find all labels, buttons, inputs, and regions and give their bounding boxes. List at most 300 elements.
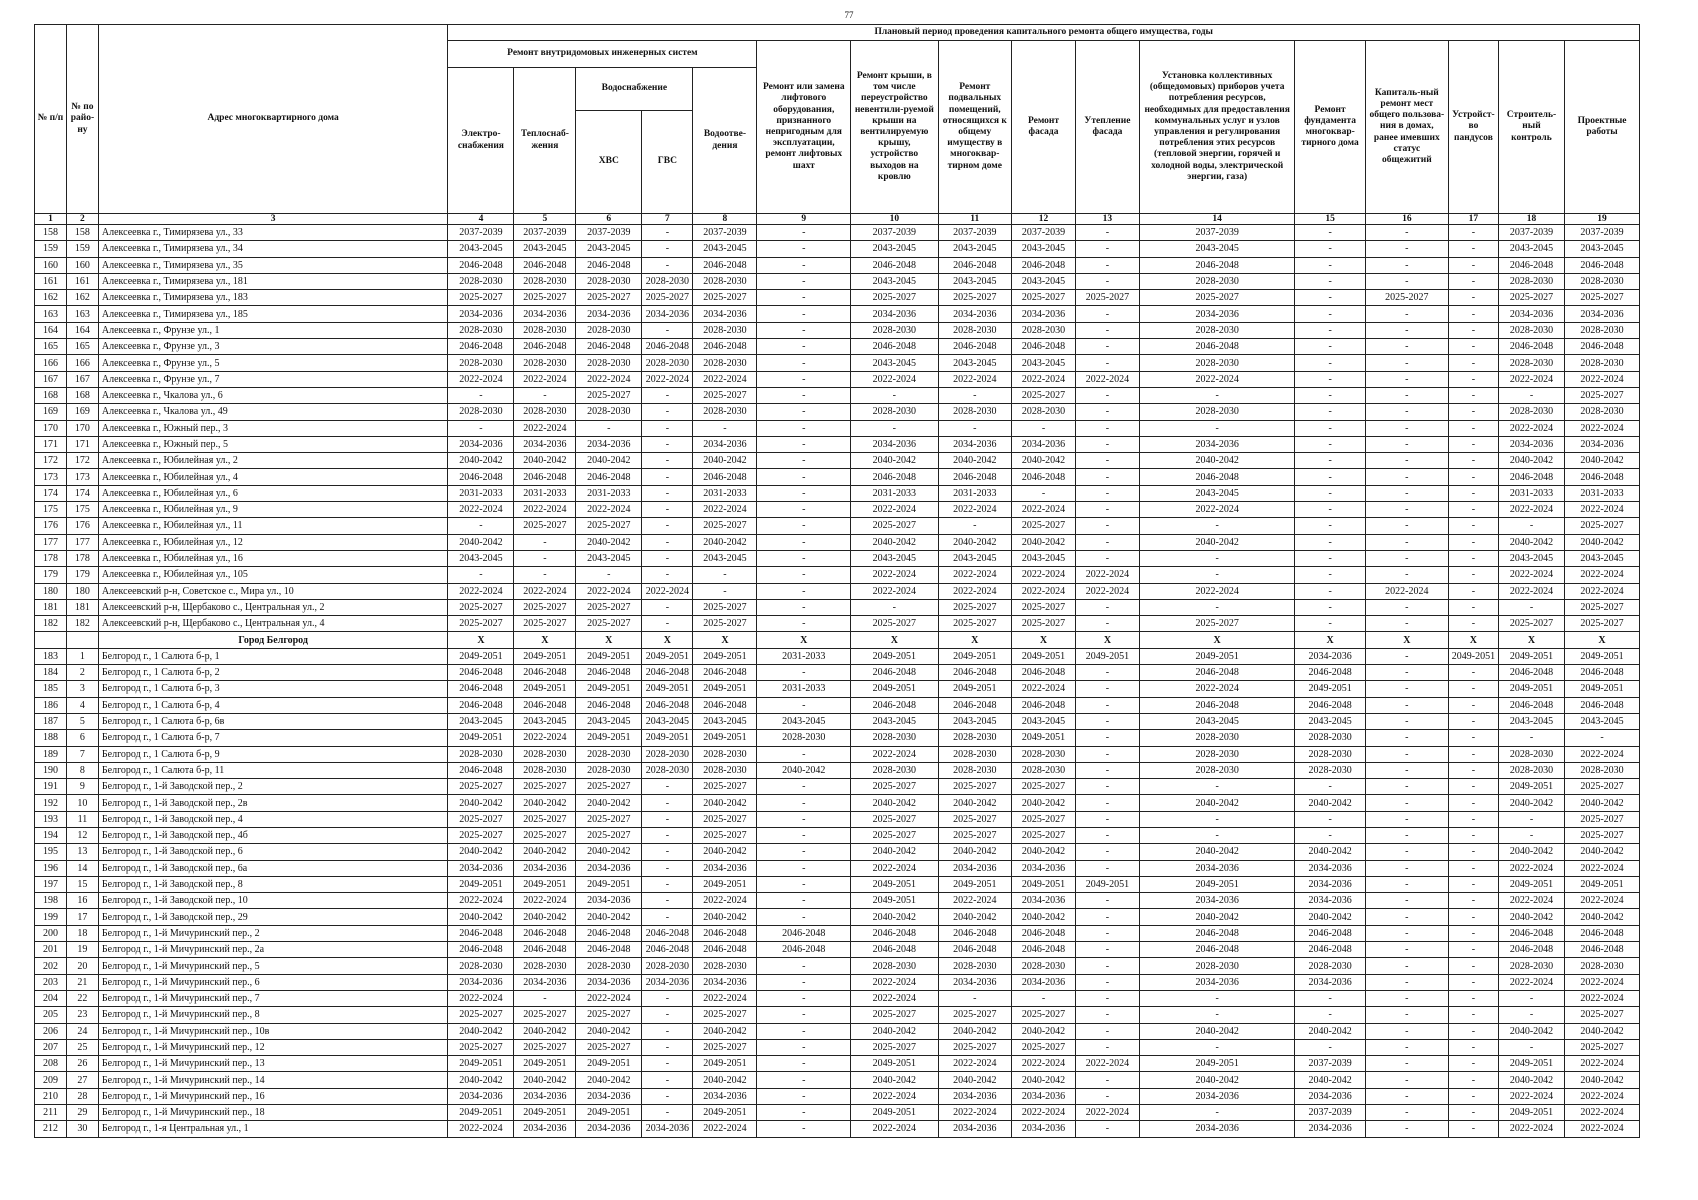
period-cell: 2049-2051 <box>693 1056 757 1072</box>
period-cell: 2025-2027 <box>448 1007 514 1023</box>
period-cell: - <box>1365 355 1448 371</box>
period-cell: 2022-2024 <box>938 1056 1012 1072</box>
period-cell: 2043-2045 <box>851 273 938 289</box>
period-cell: 2040-2042 <box>693 844 757 860</box>
address-cell: Алексеевка г., Чкалова ул., 6 <box>98 387 448 403</box>
row-number-cell: 17 <box>66 909 98 925</box>
row-number-cell: 173 <box>66 469 98 485</box>
row-number-cell: 160 <box>35 257 67 273</box>
period-cell: 2025-2027 <box>1565 779 1640 795</box>
column-number: 19 <box>1565 214 1640 225</box>
period-cell: - <box>1075 779 1139 795</box>
period-cell: 2022-2024 <box>1565 1088 1640 1104</box>
period-cell: 2028-2030 <box>1139 322 1295 338</box>
period-cell: - <box>1365 616 1448 632</box>
period-cell: - <box>757 355 851 371</box>
address-cell: Белгород г., 1-й Мичуринский пер., 16 <box>98 1088 448 1104</box>
period-cell: - <box>1448 779 1498 795</box>
table-row <box>35 502 1640 518</box>
period-cell: 2034-2036 <box>1012 306 1076 322</box>
table-row <box>35 518 1640 534</box>
period-cell: 2040-2042 <box>1498 534 1564 550</box>
period-cell: 2046-2048 <box>1139 665 1295 681</box>
address-cell: Алексеевка г., Юбилейная ул., 16 <box>98 550 448 566</box>
period-cell: - <box>1295 436 1365 452</box>
row-number-cell: 14 <box>66 860 98 876</box>
period-cell: 2046-2048 <box>1139 942 1295 958</box>
period-cell: - <box>1295 420 1365 436</box>
address-cell: Алексеевка г., Тимирязева ул., 33 <box>98 225 448 241</box>
period-cell: 2025-2027 <box>1565 827 1640 843</box>
period-cell: - <box>1075 420 1139 436</box>
period-cell: - <box>1365 1023 1448 1039</box>
column-number: 3 <box>98 214 448 225</box>
period-cell: 2049-2051 <box>1565 876 1640 892</box>
column-number: 8 <box>693 214 757 225</box>
period-cell: 2049-2051 <box>514 876 576 892</box>
period-cell: 2022-2024 <box>1498 1088 1564 1104</box>
period-cell: - <box>642 436 693 452</box>
table-row <box>35 387 1640 403</box>
period-cell: - <box>757 1007 851 1023</box>
table-row <box>35 681 1640 697</box>
period-cell: - <box>642 387 693 403</box>
row-number-cell: 193 <box>35 811 67 827</box>
address-cell: Белгород г., 1-й Заводской пер., 2 <box>98 779 448 795</box>
period-cell: - <box>642 567 693 583</box>
period-cell: 2043-2045 <box>514 241 576 257</box>
period-cell: 2046-2048 <box>757 942 851 958</box>
period-cell: 2028-2030 <box>1565 958 1640 974</box>
table-row <box>35 893 1640 909</box>
column-number: 1 <box>35 214 67 225</box>
period-cell: 2040-2042 <box>514 795 576 811</box>
period-cell: - <box>448 518 514 534</box>
period-cell: 2046-2048 <box>576 697 642 713</box>
table-row <box>35 811 1640 827</box>
row-number-cell: 194 <box>35 827 67 843</box>
period-cell: 2028-2030 <box>1565 322 1640 338</box>
period-cell: 2034-2036 <box>576 1121 642 1137</box>
period-cell: 2040-2042 <box>1295 1072 1365 1088</box>
period-cell: 2022-2024 <box>642 583 693 599</box>
period-cell: 2028-2030 <box>1498 762 1564 778</box>
period-cell: 2040-2042 <box>1139 453 1295 469</box>
period-cell: - <box>757 502 851 518</box>
period-cell: 2028-2030 <box>576 958 642 974</box>
period-cell: 2037-2039 <box>448 225 514 241</box>
capital-repair-schedule-table <box>34 24 1640 1138</box>
period-cell: 2034-2036 <box>1295 648 1365 664</box>
x-mark: X <box>1012 632 1076 648</box>
period-cell: 2025-2027 <box>576 827 642 843</box>
table-row <box>35 290 1640 306</box>
period-cell: 2025-2027 <box>576 1007 642 1023</box>
row-number-cell: 195 <box>35 844 67 860</box>
address-cell: Белгород г., 1-й Мичуринский пер., 8 <box>98 1007 448 1023</box>
period-cell: 2046-2048 <box>1565 257 1640 273</box>
row-number-cell: 182 <box>66 616 98 632</box>
period-cell: - <box>1365 860 1448 876</box>
row-number-cell: 178 <box>35 550 67 566</box>
row-number-cell: 162 <box>35 290 67 306</box>
period-cell: 2049-2051 <box>514 648 576 664</box>
x-mark: X <box>851 632 938 648</box>
period-cell: - <box>757 583 851 599</box>
period-cell: 2025-2027 <box>693 599 757 615</box>
row-number-cell: 25 <box>66 1039 98 1055</box>
period-cell: 2022-2024 <box>851 371 938 387</box>
period-cell: - <box>1295 306 1365 322</box>
period-cell: 2034-2036 <box>448 436 514 452</box>
period-cell: 2046-2048 <box>851 925 938 941</box>
period-cell: 2025-2027 <box>448 1039 514 1055</box>
table-row <box>35 746 1640 762</box>
period-cell: 2022-2024 <box>1075 567 1139 583</box>
period-cell: 2022-2024 <box>1139 583 1295 599</box>
period-cell: 2034-2036 <box>851 306 938 322</box>
period-cell: 2022-2024 <box>642 371 693 387</box>
period-cell: 2025-2027 <box>851 811 938 827</box>
period-cell: 2028-2030 <box>1498 355 1564 371</box>
period-cell: 2028-2030 <box>938 762 1012 778</box>
period-cell: 2049-2051 <box>448 648 514 664</box>
period-cell: - <box>1448 681 1498 697</box>
period-cell: 2046-2048 <box>1295 925 1365 941</box>
period-cell: - <box>1448 1023 1498 1039</box>
period-cell: 2025-2027 <box>576 779 642 795</box>
period-cell: 2049-2051 <box>938 681 1012 697</box>
period-cell: - <box>514 990 576 1006</box>
period-cell: - <box>1075 681 1139 697</box>
period-cell: - <box>1295 550 1365 566</box>
period-cell: 2040-2042 <box>1565 844 1640 860</box>
col-meters-header: Установка коллективных (общедомовых) приборов учета потребления ресурсов, необходимых для предоставления коммунальных услуг и узлов управления и регулирования потребления этих ресурсов (тепловой энергии, горячей и холодной воды, электрической энергии, газа) <box>1139 41 1295 214</box>
period-cell: - <box>576 420 642 436</box>
period-cell: - <box>1075 942 1139 958</box>
period-cell: 2028-2030 <box>851 322 938 338</box>
period-cell: - <box>1448 485 1498 501</box>
period-cell: 2022-2024 <box>938 583 1012 599</box>
row-number-cell: 179 <box>66 567 98 583</box>
row-number-cell: 4 <box>66 697 98 713</box>
city-section-row <box>35 632 1640 648</box>
address-cell: Алексеевский р-н, Щербаково с., Центральная ул., 2 <box>98 599 448 615</box>
address-cell: Алексеевка г., Фрунзе ул., 1 <box>98 322 448 338</box>
period-cell: - <box>1295 290 1365 306</box>
period-cell: 2034-2036 <box>938 860 1012 876</box>
address-cell: Белгород г., 1-й Заводской пер., 6а <box>98 860 448 876</box>
period-cell: 2025-2027 <box>693 811 757 827</box>
period-cell: - <box>1075 860 1139 876</box>
row-number-cell: 28 <box>66 1088 98 1104</box>
city-name: Город Белгород <box>98 632 448 648</box>
row-number-cell: 165 <box>35 339 67 355</box>
period-cell: 2034-2036 <box>448 1088 514 1104</box>
period-cell: 2028-2030 <box>1498 404 1564 420</box>
period-cell: - <box>1075 241 1139 257</box>
period-cell: 2049-2051 <box>851 876 938 892</box>
period-cell: - <box>1075 893 1139 909</box>
table-row <box>35 420 1640 436</box>
period-cell: 2037-2039 <box>514 225 576 241</box>
address-cell: Алексеевка г., Юбилейная ул., 12 <box>98 534 448 550</box>
period-cell: 2040-2042 <box>851 1023 938 1039</box>
period-cell: - <box>1448 257 1498 273</box>
period-cell: 2049-2051 <box>642 648 693 664</box>
period-cell: 2043-2045 <box>576 713 642 729</box>
address-cell: Алексеевка г., Тимирязева ул., 181 <box>98 273 448 289</box>
address-cell: Белгород г., 1 Салюта б-р, 1 <box>98 648 448 664</box>
period-cell: 2028-2030 <box>1498 273 1564 289</box>
period-cell: 2046-2048 <box>448 762 514 778</box>
period-cell: - <box>1365 371 1448 387</box>
row-number-cell: 178 <box>66 550 98 566</box>
period-cell: 2049-2051 <box>514 681 576 697</box>
period-cell: - <box>1365 779 1448 795</box>
period-cell: 2022-2024 <box>514 502 576 518</box>
period-cell: - <box>1365 273 1448 289</box>
period-cell: - <box>1139 567 1295 583</box>
table-row <box>35 534 1640 550</box>
period-cell: 2025-2027 <box>693 1039 757 1055</box>
period-cell: 2049-2051 <box>1498 876 1564 892</box>
period-cell: - <box>757 550 851 566</box>
period-cell: - <box>757 339 851 355</box>
period-cell: 2028-2030 <box>1012 322 1076 338</box>
period-cell: 2046-2048 <box>448 681 514 697</box>
period-cell: - <box>1075 502 1139 518</box>
period-cell: - <box>938 387 1012 403</box>
table-row <box>35 306 1640 322</box>
row-number-cell: 197 <box>35 876 67 892</box>
period-cell: 2028-2030 <box>693 958 757 974</box>
row-number-cell: 191 <box>35 779 67 795</box>
period-cell: 2034-2036 <box>448 860 514 876</box>
period-cell: 2040-2042 <box>1565 1023 1640 1039</box>
period-cell: 2046-2048 <box>1498 925 1564 941</box>
column-number: 16 <box>1365 214 1448 225</box>
period-cell: - <box>1448 1007 1498 1023</box>
period-cell: 2037-2039 <box>576 225 642 241</box>
period-cell: 2040-2042 <box>693 1072 757 1088</box>
table-row <box>35 697 1640 713</box>
period-cell: 2049-2051 <box>642 730 693 746</box>
period-cell: 2034-2036 <box>938 306 1012 322</box>
row-number-cell: 168 <box>66 387 98 403</box>
period-cell: - <box>1448 616 1498 632</box>
row-number-cell: 173 <box>35 469 67 485</box>
x-mark: X <box>1498 632 1564 648</box>
period-cell: - <box>757 1023 851 1039</box>
period-cell: 2049-2051 <box>1012 876 1076 892</box>
period-cell: 2046-2048 <box>514 665 576 681</box>
period-cell: - <box>757 860 851 876</box>
address-cell: Белгород г., 1-й Мичуринский пер., 12 <box>98 1039 448 1055</box>
period-cell: 2028-2030 <box>576 355 642 371</box>
row-number-cell: 208 <box>35 1056 67 1072</box>
period-cell: 2043-2045 <box>938 241 1012 257</box>
period-cell: 2049-2051 <box>448 730 514 746</box>
x-mark: X <box>1565 632 1640 648</box>
period-cell: - <box>514 550 576 566</box>
period-cell: - <box>757 827 851 843</box>
period-cell: - <box>757 290 851 306</box>
period-cell: 2025-2027 <box>448 290 514 306</box>
address-cell: Алексеевка г., Южный пер., 3 <box>98 420 448 436</box>
period-cell: - <box>1365 453 1448 469</box>
period-cell: - <box>757 990 851 1006</box>
row-number-cell: 176 <box>35 518 67 534</box>
period-cell: 2040-2042 <box>1295 1023 1365 1039</box>
period-cell: 2025-2027 <box>1565 518 1640 534</box>
period-cell: 2046-2048 <box>514 257 576 273</box>
period-cell: - <box>1075 339 1139 355</box>
period-cell: 2049-2051 <box>1139 648 1295 664</box>
period-cell: 2049-2051 <box>1295 681 1365 697</box>
period-cell: 2022-2024 <box>1012 681 1076 697</box>
period-cell: - <box>1139 599 1295 615</box>
period-cell: 2043-2045 <box>693 550 757 566</box>
period-cell: - <box>757 974 851 990</box>
row-number-cell: 180 <box>66 583 98 599</box>
table-row <box>35 730 1640 746</box>
period-cell: - <box>757 795 851 811</box>
row-number-cell: 174 <box>35 485 67 501</box>
period-cell: - <box>1075 257 1139 273</box>
period-cell: 2040-2042 <box>1012 1072 1076 1088</box>
row-number-cell: 3 <box>66 681 98 697</box>
period-cell: 2022-2024 <box>1139 681 1295 697</box>
period-cell: - <box>1075 811 1139 827</box>
period-cell: 2046-2048 <box>1498 942 1564 958</box>
address-cell: Алексеевка г., Юбилейная ул., 11 <box>98 518 448 534</box>
period-cell: 2040-2042 <box>448 1023 514 1039</box>
period-cell: - <box>1365 990 1448 1006</box>
period-cell: 2049-2051 <box>938 648 1012 664</box>
period-cell: - <box>757 616 851 632</box>
period-cell: 2049-2051 <box>1565 681 1640 697</box>
planned-period-header: Плановый период проведения капитального ремонта общего имущества, годы <box>448 25 1640 41</box>
column-number: 7 <box>642 214 693 225</box>
row-number-cell: 163 <box>66 306 98 322</box>
table-row <box>35 779 1640 795</box>
period-cell: - <box>1448 567 1498 583</box>
period-cell: 2025-2027 <box>1075 290 1139 306</box>
row-number-cell: 8 <box>66 762 98 778</box>
period-cell: - <box>851 420 938 436</box>
period-cell: 2022-2024 <box>1565 990 1640 1006</box>
period-cell: 2043-2045 <box>693 241 757 257</box>
address-cell: Алексеевка г., Фрунзе ул., 7 <box>98 371 448 387</box>
period-cell: - <box>514 567 576 583</box>
period-cell: 2046-2048 <box>576 257 642 273</box>
period-cell: 2025-2027 <box>938 827 1012 843</box>
period-cell: - <box>851 599 938 615</box>
row-number-cell: 183 <box>35 648 67 664</box>
period-cell: - <box>1295 616 1365 632</box>
period-cell: 2025-2027 <box>938 1007 1012 1023</box>
period-cell: 2040-2042 <box>1565 909 1640 925</box>
period-cell: - <box>1448 713 1498 729</box>
table-row <box>35 860 1640 876</box>
period-cell: - <box>1365 909 1448 925</box>
period-cell: - <box>1365 339 1448 355</box>
period-cell: - <box>1448 1121 1498 1137</box>
period-cell: 2022-2024 <box>1075 1105 1139 1121</box>
period-cell: - <box>1448 502 1498 518</box>
period-cell: 2031-2033 <box>938 485 1012 501</box>
period-cell: 2043-2045 <box>1139 713 1295 729</box>
period-cell: - <box>1295 827 1365 843</box>
period-cell: 2025-2027 <box>851 1039 938 1055</box>
period-cell: - <box>1139 779 1295 795</box>
row-number-cell: 20 <box>66 958 98 974</box>
period-cell: 2043-2045 <box>1012 713 1076 729</box>
period-cell: 2022-2024 <box>851 583 938 599</box>
period-cell: 2028-2030 <box>1295 730 1365 746</box>
period-cell: - <box>642 827 693 843</box>
period-cell: 2043-2045 <box>576 550 642 566</box>
period-cell: 2028-2030 <box>693 273 757 289</box>
table-row <box>35 1088 1640 1104</box>
period-cell: 2043-2045 <box>1565 241 1640 257</box>
period-cell: 2046-2048 <box>642 665 693 681</box>
period-cell: - <box>1448 453 1498 469</box>
row-number-cell: 162 <box>66 290 98 306</box>
period-cell: 2046-2048 <box>642 925 693 941</box>
period-cell: 2034-2036 <box>693 1088 757 1104</box>
period-cell: 2034-2036 <box>576 436 642 452</box>
row-number-cell: 211 <box>35 1105 67 1121</box>
period-cell: 2028-2030 <box>1139 404 1295 420</box>
col-address-header: Адрес многоквартирного дома <box>98 25 448 214</box>
period-cell: 2022-2024 <box>693 990 757 1006</box>
period-cell: 2040-2042 <box>693 795 757 811</box>
period-cell: 2046-2048 <box>448 257 514 273</box>
period-cell: 2025-2027 <box>693 1007 757 1023</box>
period-cell: 2046-2048 <box>448 665 514 681</box>
row-number-cell: 199 <box>35 909 67 925</box>
period-cell: 2025-2027 <box>938 1039 1012 1055</box>
period-cell: - <box>1365 958 1448 974</box>
period-cell: - <box>1075 387 1139 403</box>
period-cell: - <box>642 844 693 860</box>
period-cell: 2046-2048 <box>642 697 693 713</box>
period-cell: 2043-2045 <box>757 713 851 729</box>
period-cell: 2034-2036 <box>1139 974 1295 990</box>
row-number-cell: 166 <box>35 355 67 371</box>
period-cell: 2025-2027 <box>1365 290 1448 306</box>
period-cell: 2022-2024 <box>1139 371 1295 387</box>
period-cell: - <box>1075 795 1139 811</box>
period-cell: 2025-2027 <box>514 779 576 795</box>
table-row <box>35 762 1640 778</box>
period-cell: 2040-2042 <box>1012 1023 1076 1039</box>
period-cell: 2028-2030 <box>642 958 693 974</box>
period-cell: 2025-2027 <box>514 290 576 306</box>
period-cell: 2031-2033 <box>693 485 757 501</box>
period-cell: 2022-2024 <box>1075 583 1139 599</box>
period-cell: 2022-2024 <box>1012 502 1076 518</box>
row-number-cell: 209 <box>35 1072 67 1088</box>
period-cell: 2040-2042 <box>1498 1023 1564 1039</box>
period-cell: 2034-2036 <box>448 974 514 990</box>
column-number: 10 <box>851 214 938 225</box>
period-cell: 2031-2033 <box>757 648 851 664</box>
period-cell: - <box>1075 469 1139 485</box>
period-cell: - <box>1012 420 1076 436</box>
